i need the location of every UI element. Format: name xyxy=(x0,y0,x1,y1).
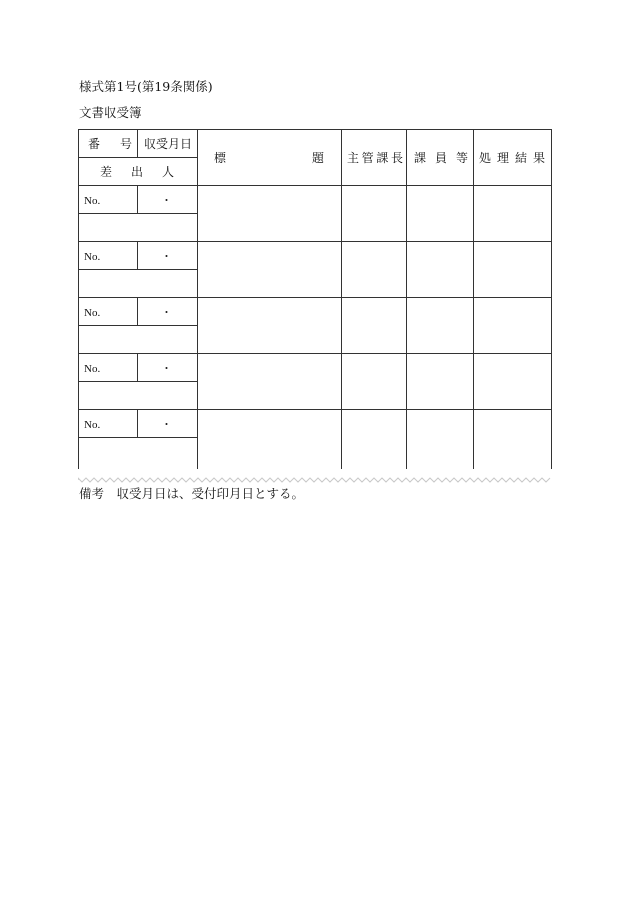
table-left-border xyxy=(78,129,79,474)
row-inner-rule xyxy=(78,269,198,270)
column-divider xyxy=(341,129,342,474)
table-top-border xyxy=(78,129,552,130)
header-number-char: 番 xyxy=(88,137,101,151)
header-section-chief xyxy=(347,151,403,165)
row-separator xyxy=(78,409,552,410)
header-staff xyxy=(414,151,468,165)
row-inner-rule xyxy=(78,325,198,326)
row-inner-rule xyxy=(78,381,198,382)
header-sender-char: 人 xyxy=(161,165,174,179)
row-date-separator: ・ xyxy=(161,194,172,207)
row-separator xyxy=(78,241,552,242)
header-number xyxy=(88,137,132,151)
form-title: 文書収受簿 xyxy=(79,105,142,120)
row-number-label: No. xyxy=(84,307,101,319)
row-date-separator: ・ xyxy=(161,306,172,319)
header-received-date: 収受月日 xyxy=(144,137,193,151)
remarks-note: 備考 収受月日は、受付印月日とする。 xyxy=(79,486,305,501)
column-divider xyxy=(473,129,474,474)
row-inner-rule xyxy=(78,437,198,438)
header-number-char: 号 xyxy=(119,137,132,151)
header-subject-char: 標 xyxy=(214,151,227,165)
row-number-divider xyxy=(137,409,138,438)
header-staff-char: 課 xyxy=(414,151,427,165)
column-divider xyxy=(406,129,407,474)
row-number-divider xyxy=(137,353,138,382)
header-split-rule xyxy=(78,157,198,158)
form-number: 様式第1号(第19条関係) xyxy=(79,79,213,94)
register-table xyxy=(78,129,552,473)
row-number-divider xyxy=(137,241,138,270)
table-right-border xyxy=(551,129,552,474)
row-date-separator: ・ xyxy=(161,250,172,263)
header-result xyxy=(479,151,545,165)
header-sender-char: 出 xyxy=(130,165,143,179)
torn-edge-line xyxy=(78,478,550,482)
row-number-label: No. xyxy=(84,363,101,375)
header-result-char: 結 xyxy=(514,151,527,165)
header-section-chief-char: 主 xyxy=(347,151,360,165)
row-number-divider xyxy=(137,185,138,214)
torn-edge-graphic xyxy=(78,476,552,484)
row-number-divider xyxy=(137,297,138,326)
header-section-chief-char: 課 xyxy=(376,151,389,165)
row-separator xyxy=(78,297,552,298)
header-sender xyxy=(100,165,174,179)
header-number-divider xyxy=(137,129,138,158)
header-result-char: 果 xyxy=(532,151,545,165)
row-number-label: No. xyxy=(84,195,101,207)
header-staff-char: 等 xyxy=(455,151,468,165)
header-result-char: 理 xyxy=(496,151,509,165)
header-subject-char: 題 xyxy=(311,151,324,165)
column-divider xyxy=(197,129,198,474)
row-inner-rule xyxy=(78,213,198,214)
row-number-label: No. xyxy=(84,251,101,263)
torn-edge xyxy=(78,469,552,477)
header-section-chief-char: 管 xyxy=(361,151,374,165)
header-bottom-rule xyxy=(78,185,552,186)
header-subject xyxy=(214,151,324,165)
row-separator xyxy=(78,353,552,354)
header-section-chief-char: 長 xyxy=(390,151,403,165)
header-staff-char: 員 xyxy=(434,151,447,165)
header-result-char: 処 xyxy=(479,151,492,165)
row-date-separator: ・ xyxy=(161,418,172,431)
row-date-separator: ・ xyxy=(161,362,172,375)
row-number-label: No. xyxy=(84,419,101,431)
header-sender-char: 差 xyxy=(100,165,113,179)
